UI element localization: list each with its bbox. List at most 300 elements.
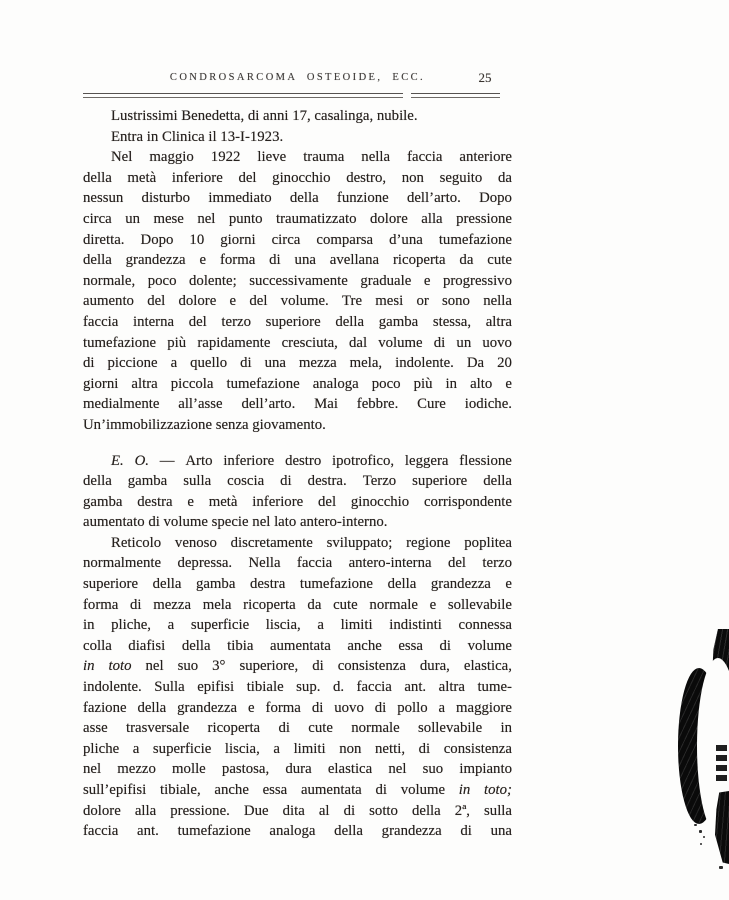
word: ginocchio	[272, 169, 331, 186]
word: da	[307, 596, 322, 613]
word: impianto	[459, 761, 512, 778]
text-line	[83, 615, 512, 636]
word: faccia	[83, 823, 119, 840]
text-line	[83, 127, 512, 148]
word: tume-	[477, 679, 512, 696]
word: altra	[131, 375, 158, 392]
word: trasversale	[125, 720, 190, 737]
word: dura	[285, 761, 312, 778]
word: terzo	[482, 555, 512, 572]
word: volume	[378, 334, 423, 351]
word: del	[249, 293, 268, 310]
word: nella	[483, 293, 512, 310]
word: anteriore	[459, 149, 512, 166]
word: medialmente	[83, 396, 160, 413]
word: della	[411, 802, 441, 819]
word: grandezza	[177, 699, 238, 716]
word: ricoperta	[392, 252, 446, 269]
word: di	[439, 637, 452, 654]
word: giorni	[83, 375, 119, 392]
word: superficie	[190, 617, 250, 634]
text-line	[83, 147, 512, 168]
word: limiti	[293, 740, 326, 757]
text-line	[83, 271, 512, 292]
word: all’asse	[178, 396, 223, 413]
word: ricoperta	[207, 720, 261, 737]
word: essa	[398, 637, 423, 654]
word: e	[505, 375, 512, 392]
word: e	[429, 596, 437, 613]
word: dolore	[370, 210, 408, 227]
word: dell’arto.	[406, 190, 461, 207]
word: del	[238, 169, 257, 186]
text-line	[83, 739, 512, 760]
word: una	[264, 355, 286, 372]
word: superficie	[152, 740, 212, 757]
text-block	[83, 106, 512, 842]
word: pliche,	[111, 617, 151, 634]
word: nel	[83, 761, 102, 778]
word: a	[132, 740, 140, 757]
word: —	[159, 452, 175, 469]
word: indolente.	[83, 679, 142, 696]
word: in	[83, 658, 95, 675]
word: analoga	[269, 823, 316, 840]
word: di	[374, 699, 387, 716]
word: tumefazione	[299, 576, 373, 593]
word: funzione	[336, 190, 389, 207]
word: più	[167, 334, 187, 351]
word: dita	[282, 802, 305, 819]
word: del	[147, 293, 166, 310]
word: nel	[145, 658, 164, 675]
word: della	[137, 699, 167, 716]
word: 3°	[212, 658, 226, 675]
text-line	[83, 718, 512, 739]
word: di	[312, 658, 324, 675]
text-line	[83, 595, 512, 616]
word: stessa,	[432, 313, 472, 330]
word: non	[339, 740, 362, 757]
word: mesi	[375, 293, 404, 310]
word: alla	[421, 210, 443, 227]
word: elastica	[327, 761, 373, 778]
word: poco	[371, 375, 401, 392]
word: a	[170, 355, 178, 372]
text-segment: Un’immobilizzazione senza giovamento.	[83, 416, 326, 433]
paragraph	[83, 533, 512, 842]
word: Dopo	[140, 231, 174, 248]
word: del	[447, 555, 467, 572]
text-line	[83, 353, 512, 374]
word: d.	[332, 679, 345, 696]
word: e	[248, 699, 255, 716]
word: forma	[219, 252, 256, 269]
word: quello	[190, 355, 228, 372]
text-line	[83, 451, 512, 472]
word: liscia,	[265, 617, 301, 634]
scan-artifact-crescent-blob	[678, 668, 720, 824]
word: alto	[470, 375, 493, 392]
word: di	[240, 355, 252, 372]
word: Nella	[248, 555, 281, 572]
text-line	[83, 312, 512, 333]
word: pollo	[397, 699, 428, 716]
paragraph	[83, 106, 512, 147]
word: di	[130, 596, 142, 613]
word: immediato	[208, 190, 272, 207]
word: anche	[214, 782, 249, 798]
word: di	[269, 252, 281, 269]
word: interna	[132, 313, 175, 330]
word: Nel	[111, 149, 133, 166]
word: sollevabile	[418, 720, 483, 737]
text-line	[83, 656, 512, 677]
text-line	[83, 492, 512, 513]
text-line	[83, 780, 512, 801]
word: di	[375, 782, 387, 798]
word: nessun	[83, 190, 124, 207]
word: Terzo	[362, 473, 397, 490]
word: di	[418, 740, 431, 757]
word: mezza	[153, 596, 192, 613]
text-line	[83, 471, 512, 492]
scan-artifact-speck	[703, 836, 705, 838]
text-line	[83, 374, 512, 395]
word: trauma	[303, 149, 345, 166]
word: e	[199, 252, 207, 269]
word: analoga	[312, 375, 359, 392]
word: liscia,	[224, 740, 260, 757]
word: destro	[285, 452, 322, 469]
word: di	[83, 355, 95, 372]
word: destro,	[346, 169, 387, 186]
word: ant.	[137, 823, 159, 840]
word: cute	[308, 720, 333, 737]
text-line	[83, 759, 512, 780]
word: colla	[83, 637, 112, 654]
word: ginocchio	[350, 493, 410, 510]
word: della	[335, 313, 365, 330]
word: sotto	[369, 802, 398, 819]
word: 1922	[210, 149, 241, 166]
word: giorni	[220, 231, 256, 248]
word: terzo	[221, 313, 251, 330]
text-segment: Entra in Clinica il 13-I-1923.	[111, 128, 284, 145]
word: aumentata	[269, 637, 331, 654]
word: grandezza	[125, 252, 186, 269]
text-segment: Lustrissimi Benedetta, di anni 17, casalinga, nubile.	[111, 108, 418, 124]
word: E.	[111, 452, 124, 469]
word: limiti	[340, 617, 373, 634]
word: destra	[249, 576, 286, 593]
word: suo	[177, 658, 199, 675]
word: progressivo	[442, 272, 512, 289]
paragraph	[83, 147, 512, 435]
word: pastosa,	[221, 761, 270, 778]
word: sup.	[296, 679, 321, 696]
header-rule-short	[411, 93, 500, 98]
word: a	[167, 617, 175, 634]
running-title: CONDROSARCOMA OSTEOIDE, ECC.	[169, 72, 426, 83]
word: una	[490, 823, 512, 840]
text-line	[83, 188, 512, 209]
word: superiore,	[239, 658, 299, 675]
word: 2ª,	[454, 802, 470, 819]
word: avellana	[329, 252, 380, 269]
word: Arto	[185, 452, 213, 469]
word: grandezza	[430, 576, 491, 593]
word: della	[83, 473, 112, 490]
word: normale,	[83, 272, 136, 289]
word: successivamente	[249, 272, 348, 289]
word: un	[125, 210, 140, 227]
word: gamba	[127, 473, 168, 490]
word: suo	[422, 761, 444, 778]
word: mezzo	[117, 761, 156, 778]
word: uovo	[334, 699, 364, 716]
word: essa	[262, 782, 288, 798]
word: rapidamente	[197, 334, 271, 351]
word: consistenza	[337, 658, 406, 675]
word: una	[294, 252, 316, 269]
word: ipotrofico,	[332, 452, 395, 469]
text-line	[83, 677, 512, 698]
word: nel	[197, 210, 216, 227]
word: superiore	[412, 473, 468, 490]
word: altra	[438, 679, 465, 696]
word: Da	[466, 355, 485, 372]
word: forma	[83, 596, 119, 613]
word: Sulla	[154, 679, 185, 696]
word: dal	[349, 334, 368, 351]
word: depressa.	[177, 555, 233, 572]
word: circa	[271, 231, 301, 248]
text-line	[83, 333, 512, 354]
word: anche	[347, 637, 382, 654]
word: in	[500, 720, 512, 737]
word: volume.	[280, 293, 329, 310]
text-line	[83, 636, 512, 657]
word: d’una	[389, 231, 423, 248]
text-line	[83, 553, 512, 574]
word: piccola	[170, 375, 214, 392]
word: uovo	[482, 334, 512, 351]
word: al	[318, 802, 330, 819]
word: dura,	[419, 658, 450, 675]
word: della	[387, 576, 417, 593]
word: a	[317, 617, 324, 634]
word: 10	[189, 231, 205, 248]
word: Due	[243, 802, 269, 819]
word: più	[413, 375, 433, 392]
word: tibia	[227, 637, 254, 654]
word: a	[438, 699, 446, 716]
word: di	[343, 802, 356, 819]
word: connessa	[458, 617, 512, 634]
word: e	[423, 272, 431, 289]
word: diretta.	[83, 231, 125, 248]
word: circa	[83, 210, 112, 227]
word: normale	[369, 596, 418, 613]
word: a	[273, 740, 280, 757]
word: epifisi	[197, 679, 235, 696]
word: gamba	[195, 576, 236, 593]
word: normale	[351, 720, 400, 737]
word: della	[181, 637, 211, 654]
scan-artifact-speck	[694, 824, 697, 826]
word: normalmente	[83, 555, 162, 572]
word: altra	[485, 313, 512, 330]
word: della	[152, 576, 182, 593]
word: ant.	[404, 679, 427, 696]
word: cute	[333, 596, 358, 613]
text-line	[83, 801, 512, 822]
word: seguito	[439, 169, 483, 186]
word: aumentata	[300, 782, 362, 798]
word: sulla	[183, 473, 212, 490]
word: tumefazione	[177, 823, 251, 840]
word: sono	[442, 293, 470, 310]
word: or	[416, 293, 429, 310]
word: della	[83, 169, 112, 186]
word: lieve	[257, 149, 287, 166]
scan-artifact-edge-marks	[716, 745, 727, 784]
text-line	[83, 230, 512, 251]
word: toto;	[484, 782, 512, 798]
word: regione	[406, 534, 451, 551]
word: metà	[208, 493, 238, 510]
word: faccia	[296, 555, 333, 572]
word: nel	[388, 761, 407, 778]
word: del	[317, 493, 337, 510]
word: fazione	[83, 699, 127, 716]
text-line	[83, 533, 512, 554]
scan-artifact-speck	[700, 843, 702, 845]
word: destra.	[307, 473, 347, 490]
header-rule-long	[83, 93, 403, 98]
word: e	[187, 493, 194, 510]
word: cute	[487, 252, 512, 269]
word: inferiore	[171, 169, 223, 186]
word: di	[460, 823, 472, 840]
word: di	[278, 720, 290, 737]
word: maggiore	[456, 699, 512, 716]
page-number: 25	[478, 70, 492, 85]
word: tibiale	[246, 679, 284, 696]
word: punto	[228, 210, 263, 227]
paragraph	[83, 451, 512, 533]
word: elastica,	[463, 658, 512, 675]
word: faccia	[407, 149, 443, 166]
word: piccione	[107, 355, 158, 372]
word: da	[459, 252, 474, 269]
text-line	[83, 512, 512, 533]
word: destra	[137, 493, 173, 510]
word: leggera	[404, 452, 449, 469]
text-line	[83, 168, 512, 189]
word: dell’arto.	[241, 396, 296, 413]
word: Cure	[417, 396, 446, 413]
word: gamba	[378, 313, 419, 330]
word: diafisi	[128, 637, 166, 654]
word: dolore	[83, 802, 121, 819]
word: volume	[400, 782, 446, 798]
word: mese	[153, 210, 184, 227]
word: disturbo	[141, 190, 191, 207]
word: tibiale,	[160, 782, 201, 798]
word: superiore	[83, 576, 139, 593]
word: di	[311, 699, 324, 716]
word: comparsa	[316, 231, 374, 248]
word: grandezza	[381, 823, 442, 840]
word: gamba	[83, 493, 123, 510]
word: indistinti	[389, 617, 442, 634]
word: Dopo	[479, 190, 512, 207]
word: forma	[265, 699, 301, 716]
word: poplitea	[464, 534, 512, 551]
word: mezza	[298, 355, 337, 372]
word: ricoperta	[243, 596, 296, 613]
word: indolente.	[395, 355, 454, 372]
word: poco	[147, 272, 177, 289]
word: metà	[127, 169, 157, 186]
word: nella	[361, 149, 391, 166]
word: O.	[134, 452, 149, 469]
word: pressione	[456, 210, 512, 227]
word: pressione.	[170, 802, 230, 819]
word: in	[445, 375, 458, 392]
word: flessione	[459, 452, 512, 469]
word: tumefazione	[226, 375, 300, 392]
word: iodiche.	[464, 396, 512, 413]
word: sulla	[484, 802, 512, 819]
word: di	[433, 334, 446, 351]
word: Mai	[314, 396, 338, 413]
text-segment: aumentato di volume specie nel lato antero-interno.	[83, 514, 388, 531]
word: Reticolo	[111, 534, 162, 551]
word: della	[83, 252, 112, 269]
word: inferiore	[223, 452, 275, 469]
word: graduale	[360, 272, 412, 289]
text-line	[83, 698, 512, 719]
word: e	[229, 293, 237, 310]
word: faccia	[83, 313, 119, 330]
word: in	[458, 782, 471, 798]
word: toto	[108, 658, 132, 675]
scan-artifact-speck	[699, 830, 702, 833]
word: della	[334, 823, 363, 840]
word: asse	[83, 720, 108, 737]
word: traumatizzato	[276, 210, 357, 227]
word: della	[483, 473, 512, 490]
text-line	[83, 106, 512, 127]
word: da	[497, 169, 512, 186]
word: sviluppato;	[326, 534, 393, 551]
word: in	[83, 617, 95, 634]
scan-artifact-speck	[719, 866, 723, 869]
word: inferiore	[252, 493, 304, 510]
word: febbre.	[356, 396, 399, 413]
word: volume	[467, 637, 512, 654]
word: maggio	[149, 149, 194, 166]
word: sollevabile	[447, 596, 512, 613]
text-line	[83, 209, 512, 230]
text-line	[83, 291, 512, 312]
word: della	[289, 190, 319, 207]
word: faccia	[356, 679, 392, 696]
word: sull’epifisi	[83, 782, 147, 798]
